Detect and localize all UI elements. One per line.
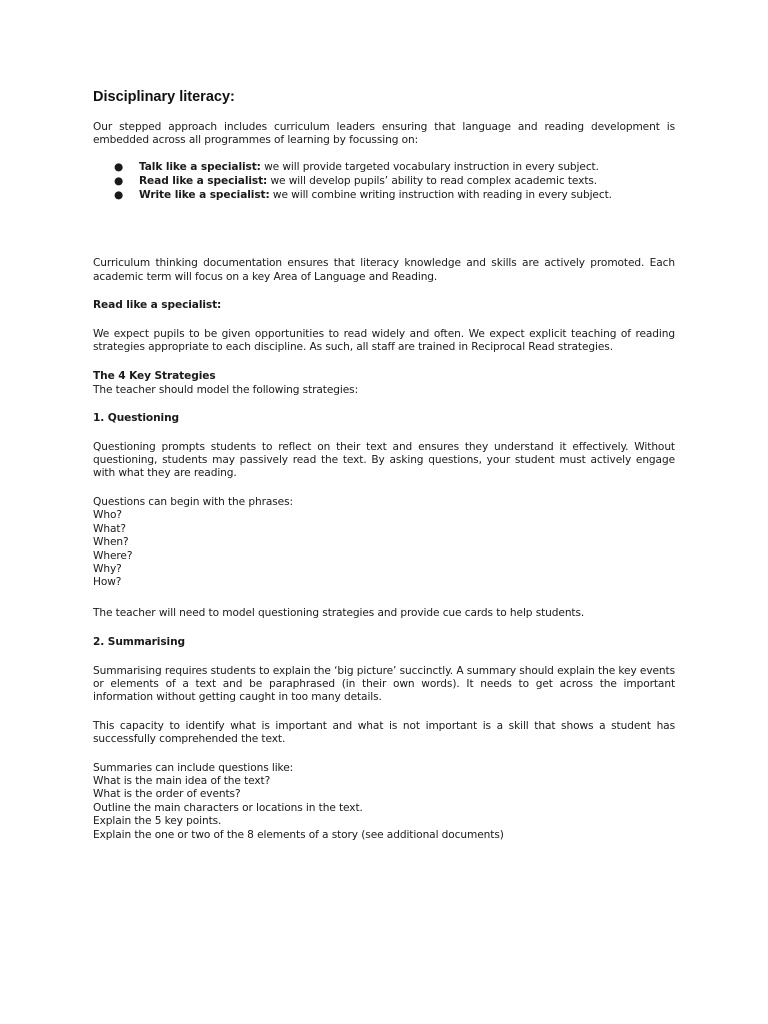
summary-question: Explain the 5 key points. xyxy=(93,815,222,828)
read-paragraph: We expect pupils to be given opportunities to read widely and often. We expect explicit teaching of reading strategies appropriate to each discipline. As such, all staff are trained in Reciprocal Read strategies. xyxy=(93,327,675,354)
strategies-heading: The 4 Key Strategies xyxy=(93,370,216,383)
bullet-text: we will develop pupils’ ability to read complex academic texts. xyxy=(267,175,598,188)
curriculum-paragraph: Curriculum thinking documentation ensures that literacy knowledge and skills are actively promoted. Each academic term will focus on a key Area of Language and Reading. xyxy=(93,257,675,283)
questioning-model-paragraph: The teacher will need to model questioning strategies and provide cue cards to help students. xyxy=(93,606,585,619)
summaries-intro: Summaries can include questions like: xyxy=(93,761,294,774)
bullet-icon: ● xyxy=(114,160,124,173)
question-word: Who? xyxy=(93,509,122,522)
bullet-icon: ● xyxy=(114,189,124,202)
question-word: What? xyxy=(93,522,126,535)
question-word: How? xyxy=(93,576,122,589)
questioning-paragraph: Questioning prompts students to reflect on their text and ensures they understand it effectively. Without questioning, students may passively read the text. By asking questions, your student must actively engage with what they are reading. xyxy=(93,440,675,480)
bullet-text: we will provide targeted vocabulary instruction in every subject. xyxy=(260,160,599,173)
questioning-heading: 1. Questioning xyxy=(93,412,179,425)
strategies-intro: The teacher should model the following strategies: xyxy=(93,383,359,396)
summarising-paragraph: Summarising requires students to explain the ‘big picture’ succinctly. A summary should explain the key events or elements of a text and be paraphrased (in their own words). It needs to get across the important information without getting caught in too many details. xyxy=(93,664,676,704)
summary-question: What is the order of events? xyxy=(93,788,241,801)
bullet-label: Talk like a specialist: xyxy=(139,160,261,173)
page-title: Disciplinary literacy: xyxy=(93,89,235,105)
question-word: Where? xyxy=(93,549,133,562)
intro-paragraph: Our stepped approach includes curriculum leaders ensuring that language and reading development is embedded across all programmes of learning by focussing on: xyxy=(93,121,675,147)
question-word: When? xyxy=(93,536,129,549)
document-content xyxy=(93,88,675,842)
summary-question: Explain the one or two of the 8 elements of a story (see additional documents) xyxy=(93,828,504,841)
question-word: Why? xyxy=(93,562,122,575)
read-heading: Read like a specialist: xyxy=(93,299,222,312)
list-item xyxy=(114,174,675,188)
questions-intro: Questions can begin with the phrases: xyxy=(93,495,293,508)
list-item xyxy=(114,188,675,202)
summarising-heading: 2. Summarising xyxy=(93,636,185,649)
bullet-icon: ● xyxy=(114,175,124,188)
summary-question: What is the main idea of the text? xyxy=(93,774,271,787)
bullet-text: we will combine writing instruction with reading in every subject. xyxy=(269,189,612,202)
bullet-label: Write like a specialist: xyxy=(139,189,270,202)
capacity-paragraph: This capacity to identify what is important and what is not important is a skill that shows a student has successfully comprehended the text. xyxy=(93,719,675,746)
summary-questions-list xyxy=(93,775,675,842)
summary-question: Outline the main characters or locations in the text. xyxy=(93,801,363,814)
focus-list xyxy=(93,160,675,203)
question-words-list xyxy=(93,509,675,589)
bullet-label: Read like a specialist: xyxy=(139,175,268,188)
list-item xyxy=(114,160,675,174)
